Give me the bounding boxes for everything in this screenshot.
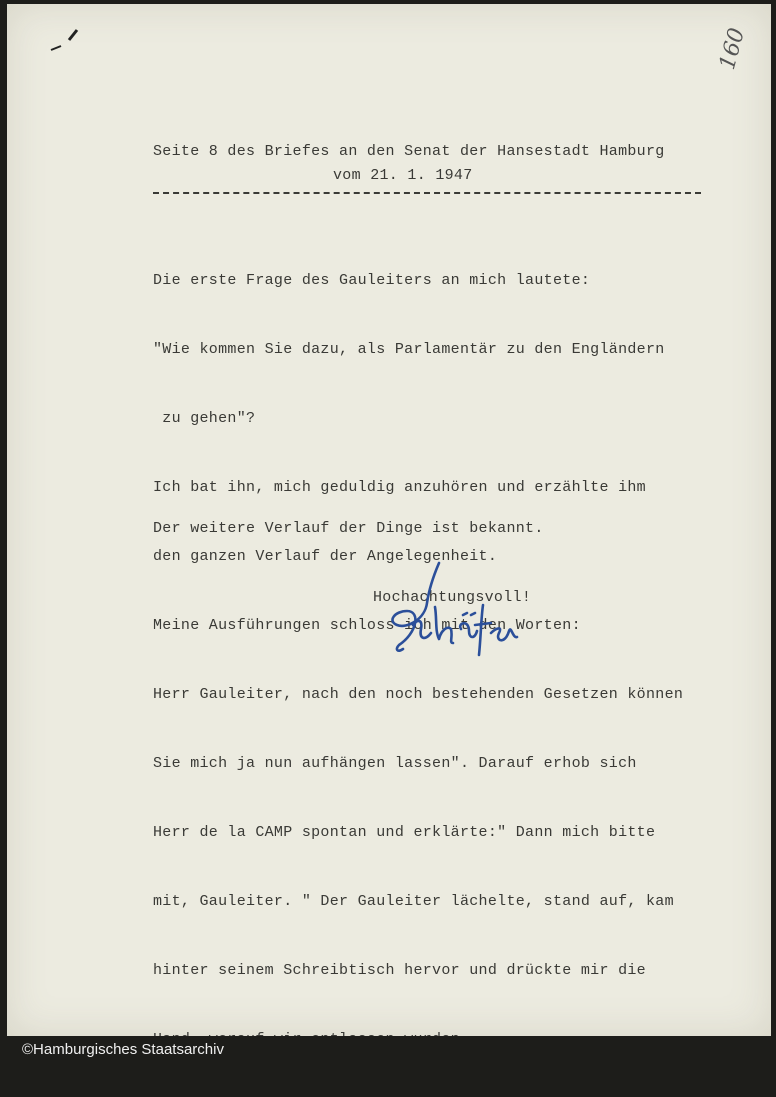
body-line: Meine Ausführungen schloss ich mit den Worten: bbox=[153, 617, 581, 634]
greeting: Hochachtungsvoll! bbox=[373, 589, 532, 606]
letter-page bbox=[7, 4, 771, 1036]
body-line: mit, Gauleiter. " Der Gauleiter lächelte, stand auf, kam bbox=[153, 893, 674, 910]
dashed-rule bbox=[153, 192, 701, 194]
copyright-text: ©Hamburgisches Staatsarchiv bbox=[22, 1041, 224, 1058]
body-line: Sie mich ja nun aufhängen lassen". Darauf erhob sich bbox=[153, 755, 637, 772]
letter-heading-line1: Seite 8 des Briefes an den Senat der Hansestadt Hamburg bbox=[153, 143, 665, 160]
body-line: Herr de la CAMP spontan und erklärte:" Dann mich bitte bbox=[153, 824, 656, 841]
body-line: den ganzen Verlauf der Angelegenheit. bbox=[153, 548, 498, 565]
letter-heading-line2: vom 21. 1. 1947 bbox=[333, 167, 473, 184]
body-line: Die erste Frage des Gauleiters an mich lautete: bbox=[153, 272, 591, 289]
body-line: "Wie kommen Sie dazu, als Parlamentär zu den Engländern bbox=[153, 341, 665, 358]
body-line: Ich bat ihn, mich geduldig anzuhören und erzählte ihm bbox=[153, 479, 646, 496]
archive-page-number: 160 bbox=[715, 25, 751, 73]
body-line: hinter seinem Schreibtisch hervor und drückte mir die bbox=[153, 962, 646, 979]
copyright-footer bbox=[0, 1036, 776, 1080]
closing-sentence: Der weitere Verlauf der Dinge ist bekannt. bbox=[153, 520, 544, 537]
ink-mark bbox=[47, 22, 87, 58]
body-line: zu gehen"? bbox=[153, 410, 256, 427]
body-line: Herr Gauleiter, nach den noch bestehenden Gesetzen können bbox=[153, 686, 684, 703]
handwritten-signature bbox=[377, 559, 527, 669]
